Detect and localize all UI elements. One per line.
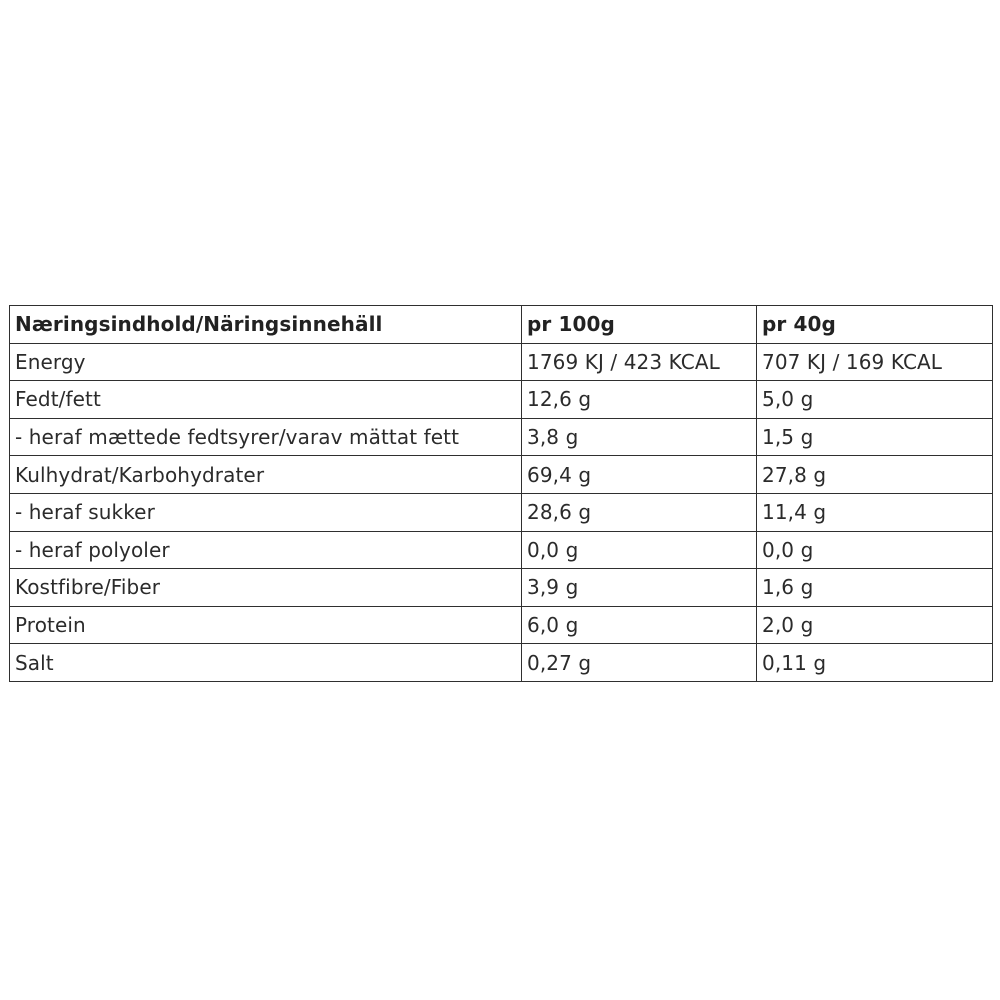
nutrient-name: Protein (10, 606, 522, 644)
value-per-40g: 707 KJ / 169 KCAL (757, 343, 993, 381)
nutrient-name: Kostfibre/Fiber (10, 569, 522, 607)
table-row (10, 644, 993, 682)
value-per-40g: 5,0 g (757, 381, 993, 419)
nutrition-table (9, 305, 993, 682)
value-per-100g: 3,8 g (522, 418, 757, 456)
value-per-40g: 0,0 g (757, 531, 993, 569)
value-per-40g: 2,0 g (757, 606, 993, 644)
value-per-100g: 12,6 g (522, 381, 757, 419)
value-per-40g: 11,4 g (757, 493, 993, 531)
table-row (10, 418, 993, 456)
table-header-row (10, 306, 993, 344)
value-per-40g: 1,5 g (757, 418, 993, 456)
value-per-100g: 69,4 g (522, 456, 757, 494)
value-per-100g: 28,6 g (522, 493, 757, 531)
nutrient-name: - heraf polyoler (10, 531, 522, 569)
header-per-100g: pr 100g (522, 306, 757, 344)
nutrient-name: Kulhydrat/Karbohydrater (10, 456, 522, 494)
value-per-40g: 27,8 g (757, 456, 993, 494)
nutrient-name: Salt (10, 644, 522, 682)
nutrient-name: - heraf mættede fedtsyrer/varav mättat fett (10, 418, 522, 456)
table-row (10, 606, 993, 644)
nutrient-name: Fedt/fett (10, 381, 522, 419)
value-per-100g: 0,27 g (522, 644, 757, 682)
value-per-100g: 3,9 g (522, 569, 757, 607)
header-per-40g: pr 40g (757, 306, 993, 344)
table-row (10, 569, 993, 607)
header-nutrient: Næringsindhold/Näringsinnehäll (10, 306, 522, 344)
value-per-100g: 1769 KJ / 423 KCAL (522, 343, 757, 381)
value-per-40g: 0,11 g (757, 644, 993, 682)
value-per-40g: 1,6 g (757, 569, 993, 607)
value-per-100g: 0,0 g (522, 531, 757, 569)
table-row (10, 531, 993, 569)
nutrient-name: - heraf sukker (10, 493, 522, 531)
table-row (10, 493, 993, 531)
value-per-100g: 6,0 g (522, 606, 757, 644)
nutrient-name: Energy (10, 343, 522, 381)
table-row (10, 381, 993, 419)
table-row (10, 343, 993, 381)
table-row (10, 456, 993, 494)
